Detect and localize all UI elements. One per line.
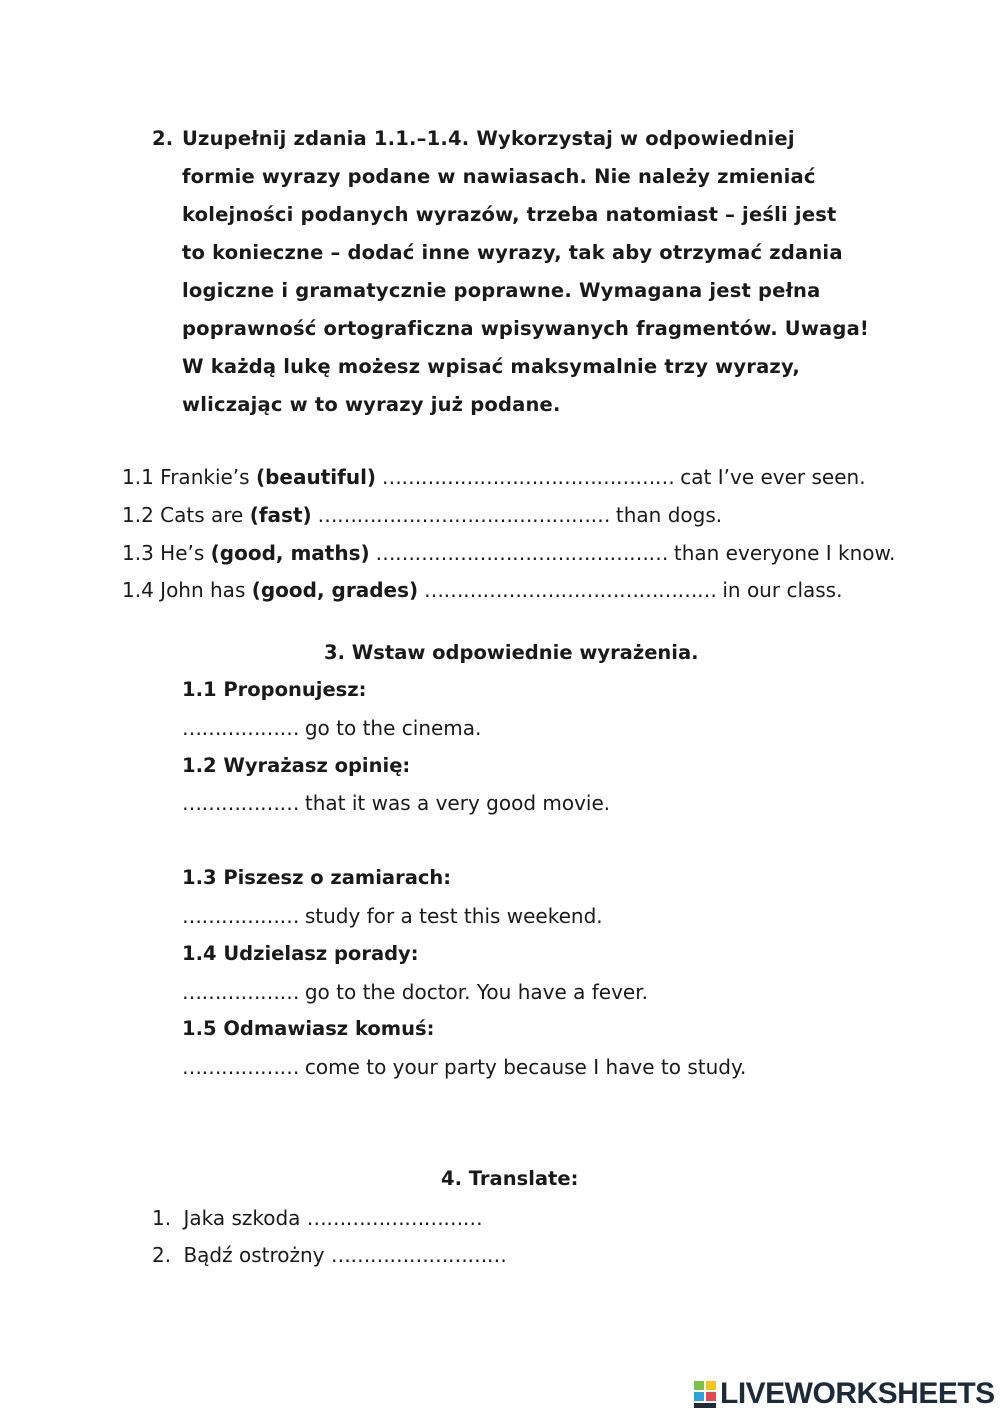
item-suffix: than everyone I know.	[673, 541, 896, 565]
instruction-line: wliczając w to wyrazy już podane.	[182, 393, 561, 416]
item-suffix: cat I’ve ever seen.	[680, 465, 866, 489]
instruction-line: formie wyrazy podane w nawiasach. Nie należy zmieniać	[182, 165, 816, 188]
answer-gap[interactable]: ………………	[182, 904, 305, 928]
exercise-3-sentence	[182, 1055, 746, 1079]
item-prefix: 1.2 Cats are	[122, 503, 250, 527]
exercise-3-sentence	[182, 716, 481, 740]
item-prefix: 1.3 He’s	[122, 541, 211, 565]
item-text: Jaka szkoda	[183, 1206, 307, 1230]
instruction-line: Uzupełnij zdania 1.1.–1.4. Wykorzystaj w odpowiedniej	[182, 127, 795, 150]
item-suffix: than dogs.	[615, 503, 723, 527]
sentence-text: that it was a very good movie.	[304, 791, 611, 815]
exercise-3-label: 1.1 Proponujesz:	[182, 678, 367, 701]
sentence-text: go to the doctor. You have a fever.	[304, 980, 648, 1004]
word-hint: (beautiful)	[255, 465, 377, 489]
item-prefix: 1.1 Frankie’s	[122, 465, 256, 489]
liveworksheets-logo-icon	[694, 1379, 718, 1409]
exercise-3-label: 1.2 Wyrażasz opinię:	[182, 754, 411, 777]
item-prefix: 1.4 John has	[122, 578, 252, 602]
answer-gap[interactable]: ………………………………………	[369, 541, 674, 565]
exercise-2-item	[122, 541, 895, 565]
answer-gap[interactable]: ………………	[182, 1055, 305, 1079]
word-hint: (good, maths)	[210, 541, 370, 565]
instruction-line: to konieczne – dodać inne wyrazy, tak aby otrzymać zdania	[182, 241, 843, 264]
translate-item	[152, 1243, 506, 1267]
word-hint: (fast)	[249, 503, 312, 527]
sentence-text: go to the cinema.	[304, 716, 482, 740]
answer-gap[interactable]: ………………	[182, 716, 305, 740]
word-hint: (good, grades)	[251, 578, 419, 602]
instruction-line: kolejności podanych wyrazów, trzeba natomiast – jeśli jest	[182, 203, 837, 226]
exercise-3-sentence	[182, 791, 610, 815]
exercise-3-sentence	[182, 904, 603, 928]
logo-text: LIVEWORKSHEETS	[720, 1377, 995, 1410]
instruction-line: poprawność ortograficzna wpisywanych fragmentów. Uwaga!	[182, 317, 870, 340]
answer-gap[interactable]: ………………………………………	[376, 465, 681, 489]
item-suffix: in our class.	[722, 578, 843, 602]
answer-gap[interactable]: ………………	[182, 980, 305, 1004]
exercise-2-item	[122, 503, 722, 527]
answer-gap[interactable]: ………………………	[330, 1243, 507, 1267]
answer-gap[interactable]: ………………………………………	[418, 578, 723, 602]
sentence-text: study for a test this weekend.	[304, 904, 603, 928]
instruction-line: logiczne i gramatycznie poprawne. Wymagana jest pełna	[182, 279, 821, 302]
exercise-3-sentence	[182, 980, 648, 1004]
item-text: Bądź ostrożny	[183, 1243, 331, 1267]
exercise-3-label: 1.4 Udzielasz porady:	[182, 942, 419, 965]
translate-item	[152, 1206, 482, 1230]
exercise-3-label: 1.3 Piszesz o zamiarach:	[182, 866, 452, 889]
item-number: 1.	[152, 1206, 172, 1230]
exercise-2-item	[122, 465, 866, 489]
section-3-heading: 3. Wstaw odpowiednie wyrażenia.	[324, 641, 699, 664]
sentence-text: come to your party because I have to study.	[304, 1055, 747, 1079]
liveworksheets-logo[interactable]	[694, 1376, 995, 1412]
instruction-line: W każdą lukę możesz wpisać maksymalnie trzy wyrazy,	[182, 355, 800, 378]
exercise-3-label: 1.5 Odmawiasz komuś:	[182, 1017, 435, 1040]
answer-gap[interactable]: ………………………………………	[311, 503, 616, 527]
section-2-number: 2.	[152, 127, 174, 150]
exercise-2-item	[122, 578, 842, 602]
item-number: 2.	[152, 1243, 172, 1267]
answer-gap[interactable]: ………………	[182, 791, 305, 815]
section-4-heading: 4. Translate:	[441, 1167, 579, 1190]
answer-gap[interactable]: ………………………	[306, 1206, 483, 1230]
